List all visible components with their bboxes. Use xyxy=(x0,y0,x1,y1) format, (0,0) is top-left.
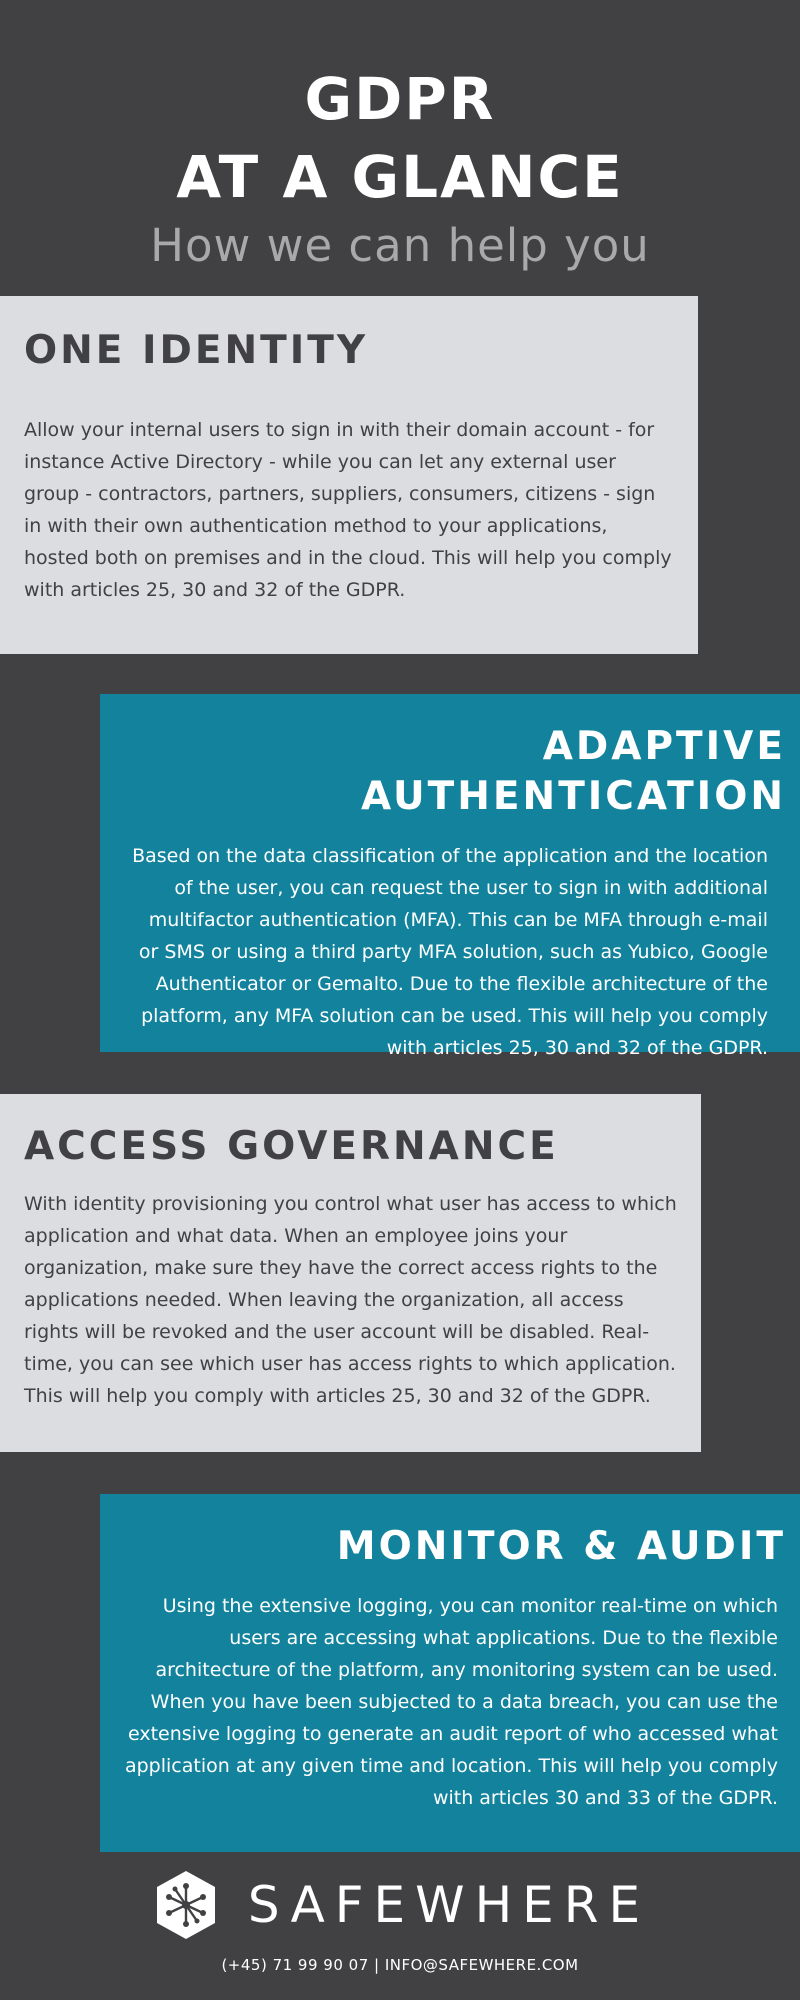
safewhere-hexagon-icon xyxy=(150,1869,222,1941)
page-header xyxy=(0,60,800,274)
section-title: ACCESS GOVERNANCE xyxy=(24,1124,559,1169)
page-footer xyxy=(0,1868,800,1974)
section-title: ONE IDENTITY xyxy=(24,328,369,373)
page-subtitle: How we can help you xyxy=(150,219,650,272)
page-title-line-2: AT A GLANCE xyxy=(176,143,624,211)
section-one-identity xyxy=(0,296,698,654)
section-body: Using the extensive logging, you can monitor real-time on which users are accessing what applications. Due to the flexible architecture of the platform, any monitoring system can be used. When you have been subjected to a data breach, you can use the extensive logging to generate an audit report of who accessed what application at any given time and location. This will help you comply with articles 30 and 33 of the GDPR. xyxy=(124,1595,778,1809)
section-title: MONITOR & AUDIT xyxy=(336,1524,786,1569)
brand-name: SAFEWHERE xyxy=(247,1876,651,1934)
section-monitor-audit xyxy=(100,1494,800,1852)
section-body: Allow your internal users to sign in with their domain account - for instance Active Directory - while you can let any external user group - contractors, partners, suppliers, consumers, citizens - sign in with their own authentication method to your applications, hosted both on premises and in the cloud. This will help you comply with articles 25, 30 and 32 of the GDPR. xyxy=(24,419,672,601)
section-body: Based on the data classification of the application and the location of the user, you can request the user to sign in with additional multifactor authentication (MFA). This can be MFA through e-mail or SMS or using a third party MFA solution, such as Yubico, Google Authenticator or Gemalto. Due to the flexible architecture of the platform, any MFA solution can be used. This will help you comply with articles 25, 30 and 32 of the GDPR. xyxy=(132,845,768,1059)
section-title: ADAPTIVE AUTHENTICATION xyxy=(361,724,786,819)
section-adaptive-authentication xyxy=(100,694,800,1059)
brand-lockup xyxy=(0,1868,800,1942)
page-title-line-1: GDPR xyxy=(304,65,496,133)
section-access-governance xyxy=(0,1094,701,1452)
section-body: With identity provisioning you control what user has access to which application and what data. When an employee joins your organization, make sure they have the correct access rights to the applications needed. When leaving the organization, all access rights will be revoked and the user account will be disabled. Real-time, you can see which user has access rights to which application. This will help you comply with articles 25, 30 and 32 of the GDPR. xyxy=(24,1193,677,1407)
contact-info: (+45) 71 99 90 07 | INFO@SAFEWHERE.COM xyxy=(221,1956,579,1974)
